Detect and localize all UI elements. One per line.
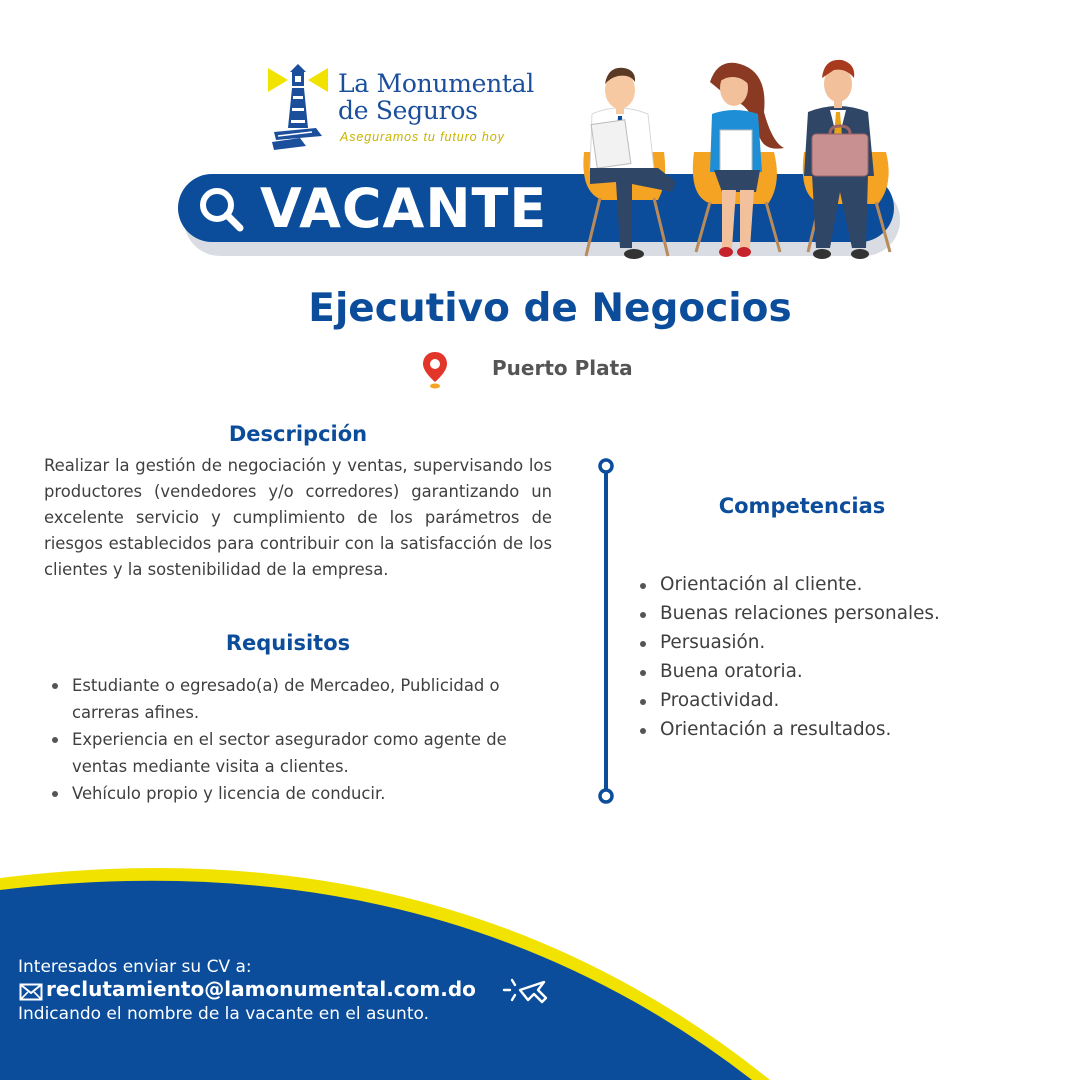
competency-item: Buenas relaciones personales. [638, 599, 1058, 628]
requirements-heading: Requisitos [225, 631, 351, 655]
recruitment-email-link[interactable]: reclutamiento@lamonumental.com.do [46, 977, 476, 1001]
description-text: Realizar la gestión de negociación y ventas, supervisando los productores (vendedores y/o corredores) garantizando un excelente servicio y cumplimiento de los parámetros de riesgos establecidos para contribuir con la satisfacción de los clientes y la sostenibilidad de la empresa. [44, 456, 552, 579]
requirements-list [50, 672, 550, 807]
job-location: Puerto Plata [492, 356, 633, 380]
candidate-man-1 [583, 68, 676, 259]
logo-name-line1: La Monumental [338, 69, 534, 98]
footer-instruction: Interesados enviar su CV a: [18, 957, 252, 977]
candidate-woman [693, 63, 784, 257]
competency-item: Buena oratoria. [638, 657, 1058, 686]
description-heading: Descripción [228, 422, 368, 446]
search-icon [196, 184, 246, 234]
competency-item: Orientación a resultados. [638, 715, 1058, 744]
company-logo [266, 62, 536, 154]
competencies-list [638, 570, 1058, 744]
competency-item: Proactividad. [638, 686, 1058, 715]
competencies-heading: Competencias [718, 494, 886, 518]
map-pin-icon [422, 350, 448, 390]
competency-item: Orientación al cliente. [638, 570, 1058, 599]
requirement-item: Estudiante o egresado(a) de Mercadeo, Publicidad o carreras afines. [50, 672, 550, 726]
requirement-item: Vehículo propio y licencia de conducir. [50, 780, 550, 807]
requirement-item: Experiencia en el sector asegurador como agente de ventas mediante visita a clientes. [50, 726, 550, 780]
envelope-icon [19, 983, 43, 1001]
candidates-illustration [572, 52, 912, 276]
banner-title: VACANTE [260, 177, 548, 240]
candidate-man-2 [803, 60, 890, 259]
job-title: Ejecutivo de Negocios [308, 286, 792, 331]
logo-name-line2: de Seguros [338, 96, 478, 125]
competency-item: Persuasión. [638, 628, 1058, 657]
footer-subject-note: Indicando el nombre de la vacante en el asunto. [18, 1004, 429, 1024]
lighthouse-icon [266, 62, 330, 152]
click-cursor-icon [500, 976, 548, 1004]
logo-tagline: Aseguramos tu futuro hoy [340, 130, 505, 144]
logo-wordmark [338, 70, 534, 124]
